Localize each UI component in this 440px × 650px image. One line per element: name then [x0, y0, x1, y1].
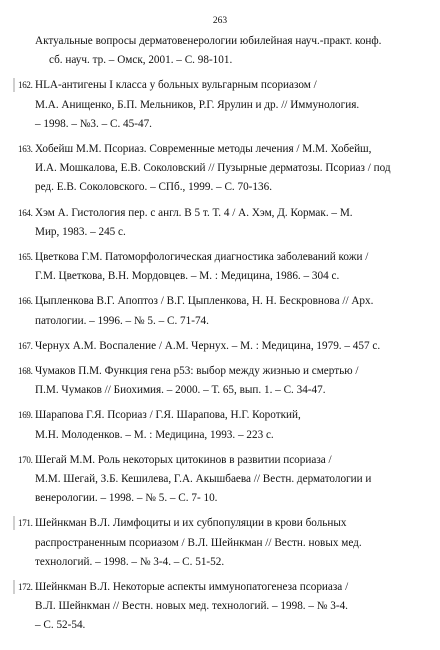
reference-line: Шейнкман В.Л. Лимфоциты и их субпопуляции в крови больных	[35, 517, 347, 530]
reference-line: HLA-антигены I класса у больных вульгарным псориазом /	[35, 79, 317, 92]
reference-line: Хобейш М.М. Псориаз. Современные методы лечения / М.М. Хобейш,	[35, 143, 372, 156]
reference-line: Мир, 1983. – 245 с.	[35, 225, 126, 238]
reference-line: Шарапова Г.Я. Псориаз / Г.Я. Шарапова, Н.Г. Короткий,	[35, 409, 301, 422]
reference-item-164	[0, 204, 426, 242]
reference-line: Шегай М.М. Роль некоторых цитокинов в развитии псориаза /	[35, 453, 332, 466]
reference-line: сб. науч. тр. – Омск, 2001. – С. 98-101.	[49, 54, 233, 67]
reference-number: 163.	[18, 144, 33, 155]
reference-line: патологии. – 1996. – № 5. – С. 71-74.	[35, 314, 209, 327]
reference-line: технологий. – 1998. – № 3-4. – С. 51-52.	[35, 555, 225, 568]
reference-item-161-continuation	[0, 32, 426, 70]
reference-line: Шейнкман В.Л. Некоторые аспекты иммунопатогенеза псориаза /	[35, 581, 349, 594]
reference-line: И.А. Мошкалова, Е.В. Соколовский // Пузырные дерматозы. Псориаз / под	[35, 162, 391, 175]
reference-item-167	[0, 337, 426, 356]
reference-item-170	[0, 451, 426, 509]
reference-item-172	[0, 578, 426, 636]
reference-item-171	[0, 514, 426, 572]
reference-list	[0, 32, 440, 636]
reference-item-162	[0, 76, 426, 134]
reference-line: венерологии. – 1998. – № 5. – С. 7- 10.	[35, 492, 218, 505]
page-number: 263	[212, 16, 228, 26]
reference-line: распространенным псориазом / В.Л. Шейнкман // Вестн. новых мед.	[35, 536, 362, 549]
reference-number: 168.	[18, 366, 33, 377]
reference-number: 172.	[18, 578, 33, 597]
reference-item-168	[0, 362, 426, 400]
reference-line: Хэм А. Гистология пер. с англ. В 5 т. Т. 4 / А. Хэм, Д. Кормак. – М.	[35, 206, 353, 219]
reference-line: Чумаков П.М. Функция гена p53: выбор между жизнью и смертью /	[35, 365, 359, 378]
reference-line: М.М. Шегай, З.Б. Кешилева, Г.А. Акышбаева // Вестн. дерматологии и	[35, 473, 372, 486]
reference-line: – С. 52-54.	[35, 619, 86, 632]
reference-number: 164.	[18, 207, 33, 218]
reference-line: Цветкова Г.М. Патоморфологическая диагностика заболеваний кожи /	[35, 251, 369, 264]
reference-line: Актуальные вопросы дерматовенерологии юбилейная науч.-практ. конф.	[35, 35, 382, 47]
reference-number: 169.	[18, 410, 33, 421]
reference-number: 170.	[18, 454, 33, 465]
reference-line: М.Н. Молоденков. – М. : Медицина, 1993. – 223 с.	[35, 428, 274, 441]
reference-line: Чернух А.М. Воспаление / А.М. Чернух. – М. : Медицина, 1979. – 457 с.	[35, 339, 381, 352]
reference-item-163	[0, 140, 426, 198]
reference-number: 162.	[18, 76, 33, 95]
reference-line: Цыпленкова В.Г. Апоптоз / В.Г. Цыпленкова, Н. Н. Бескровнова // Арх.	[35, 295, 374, 308]
reference-item-165	[0, 248, 426, 286]
reference-line: – 1998. – №3. – С. 45-47.	[35, 117, 152, 130]
reference-item-169	[0, 406, 426, 444]
reference-line: М.А. Анищенко, Б.П. Мельников, Р.Г. Ярулин и др. // Иммунология.	[35, 98, 360, 111]
reference-number: 171.	[18, 514, 33, 533]
reference-number: 167.	[18, 340, 33, 351]
reference-line: Г.М. Цветкова, В.Н. Мордовцев. – М. : Медицина, 1986. – 304 с.	[35, 270, 340, 283]
reference-line: П.М. Чумаков // Биохимия. – 2000. – Т. 65, вып. 1. – С. 34-47.	[35, 384, 326, 397]
reference-number: 165.	[18, 252, 33, 263]
reference-number: 166.	[18, 296, 33, 307]
reference-line: В.Л. Шейнкман // Вестн. новых мед. технологий. – 1998. – № 3-4.	[35, 600, 348, 613]
reference-line: ред. Е.В. Соколовского. – СПб., 1999. – С. 70-136.	[35, 181, 272, 194]
reference-item-166	[0, 292, 426, 330]
